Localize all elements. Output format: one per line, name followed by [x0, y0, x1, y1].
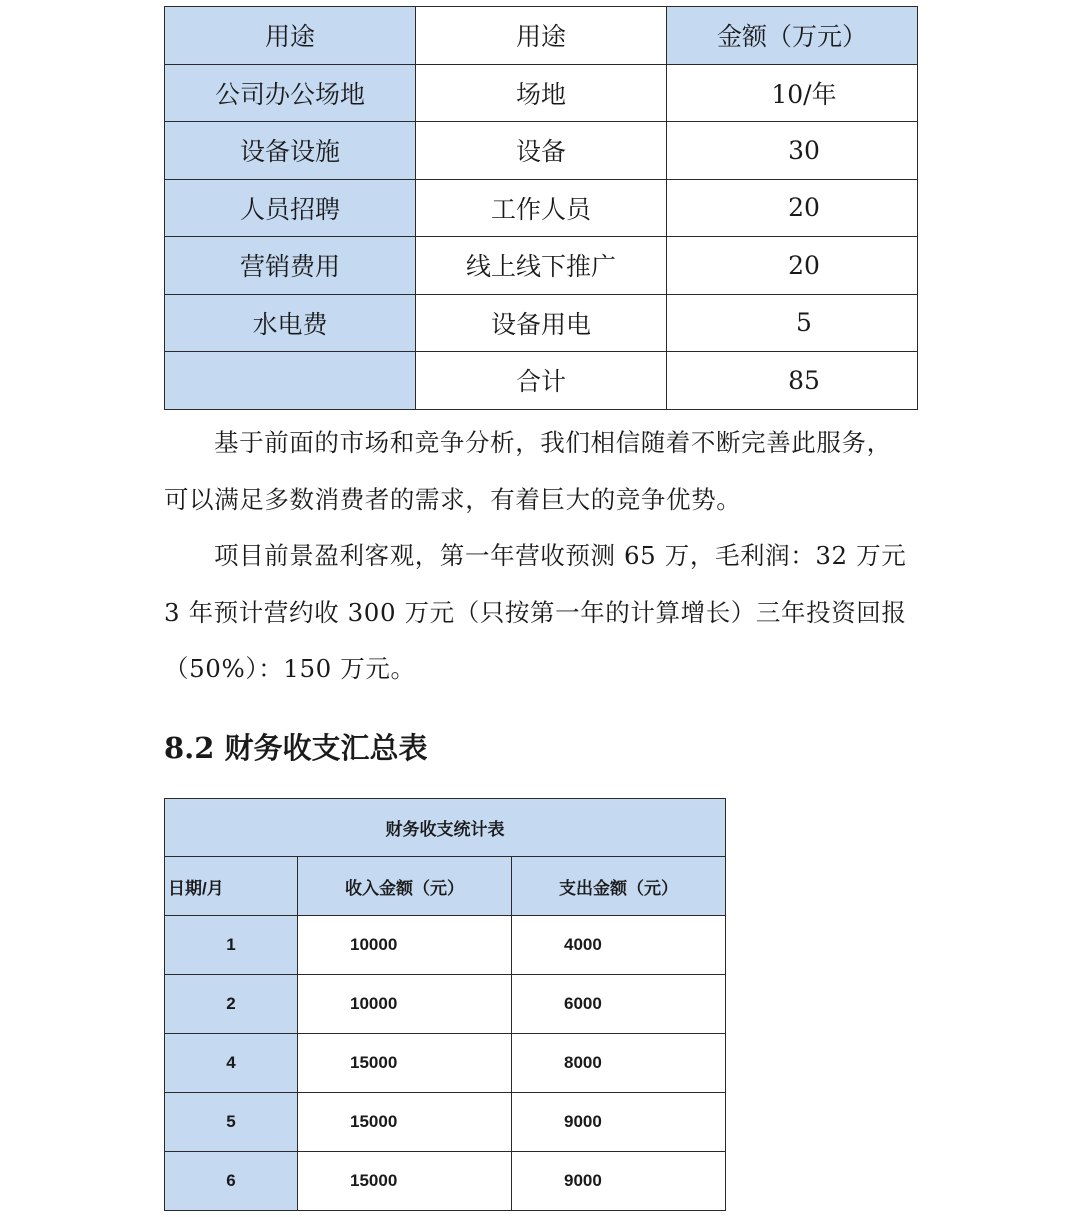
budget-row	[165, 64, 918, 122]
budget-row	[165, 122, 918, 180]
paragraph-2-line-1: 项目前景盈利客观，第一年营收预测 65 万，毛利润：32 万元	[214, 541, 907, 570]
paragraph-2-line-2: 3 年预计营约收 300 万元（只按第一年的计算增长）三年投资回报	[164, 598, 907, 627]
budget-cell-item: 工作人员	[416, 179, 667, 237]
finance-cell-month: 2	[165, 975, 298, 1034]
budget-row	[165, 179, 918, 237]
budget-cell-category: 水电费	[165, 294, 416, 352]
finance-cell-expense: 8000	[512, 1034, 726, 1093]
section-heading: 8.2 财务收支汇总表	[164, 731, 428, 765]
budget-cell-item: 线上线下推广	[416, 237, 667, 295]
budget-cell-amount: 20	[667, 237, 918, 295]
budget-cell-amount: 10/年	[667, 64, 918, 122]
finance-header-date: 日期/月	[165, 857, 298, 916]
budget-cell-category: 公司办公场地	[165, 64, 416, 122]
paragraph-1-line-1: 基于前面的市场和竞争分析，我们相信随着不断完善此服务，	[214, 428, 892, 457]
budget-total-amount: 85	[667, 352, 918, 410]
finance-title-row	[165, 799, 726, 857]
finance-table	[164, 798, 726, 1211]
finance-row	[165, 916, 726, 975]
finance-row	[165, 1093, 726, 1152]
finance-header-income: 收入金额（元）	[298, 857, 512, 916]
finance-cell-expense: 6000	[512, 975, 726, 1034]
budget-cell-amount: 5	[667, 294, 918, 352]
finance-cell-expense: 9000	[512, 1093, 726, 1152]
finance-cell-income: 15000	[298, 1152, 512, 1211]
budget-header-amount: 金额（万元）	[667, 7, 918, 65]
budget-cell-amount: 20	[667, 179, 918, 237]
finance-cell-income: 15000	[298, 1034, 512, 1093]
budget-header-row	[165, 7, 918, 65]
budget-cell-item: 设备	[416, 122, 667, 180]
finance-cell-expense: 4000	[512, 916, 726, 975]
paragraph-2-line-3: （50%）：150 万元。	[164, 654, 416, 683]
budget-cell-category: 营销费用	[165, 237, 416, 295]
finance-cell-income: 10000	[298, 916, 512, 975]
finance-header-expense: 支出金额（元）	[512, 857, 726, 916]
finance-row	[165, 975, 726, 1034]
paragraph-1-line-2: 可以满足多数消费者的需求，有着巨大的竞争优势。	[164, 485, 742, 514]
budget-total-row	[165, 352, 918, 410]
finance-cell-expense: 9000	[512, 1152, 726, 1211]
budget-row	[165, 294, 918, 352]
budget-table	[164, 6, 918, 410]
budget-header-purpose-2: 用途	[416, 7, 667, 65]
finance-cell-income: 15000	[298, 1093, 512, 1152]
budget-total-label: 合计	[416, 352, 667, 410]
budget-cell-item: 设备用电	[416, 294, 667, 352]
budget-cell-amount: 30	[667, 122, 918, 180]
finance-header-row	[165, 857, 726, 916]
finance-table-title: 财务收支统计表	[165, 799, 726, 857]
finance-cell-income: 10000	[298, 975, 512, 1034]
budget-row	[165, 237, 918, 295]
budget-cell-category: 设备设施	[165, 122, 416, 180]
budget-cell-item: 场地	[416, 64, 667, 122]
finance-row	[165, 1034, 726, 1093]
budget-cell-category: 人员招聘	[165, 179, 416, 237]
finance-cell-month: 1	[165, 916, 298, 975]
finance-cell-month: 4	[165, 1034, 298, 1093]
finance-row	[165, 1152, 726, 1211]
budget-cell-category	[165, 352, 416, 410]
budget-header-purpose: 用途	[165, 7, 416, 65]
finance-cell-month: 6	[165, 1152, 298, 1211]
finance-cell-month: 5	[165, 1093, 298, 1152]
